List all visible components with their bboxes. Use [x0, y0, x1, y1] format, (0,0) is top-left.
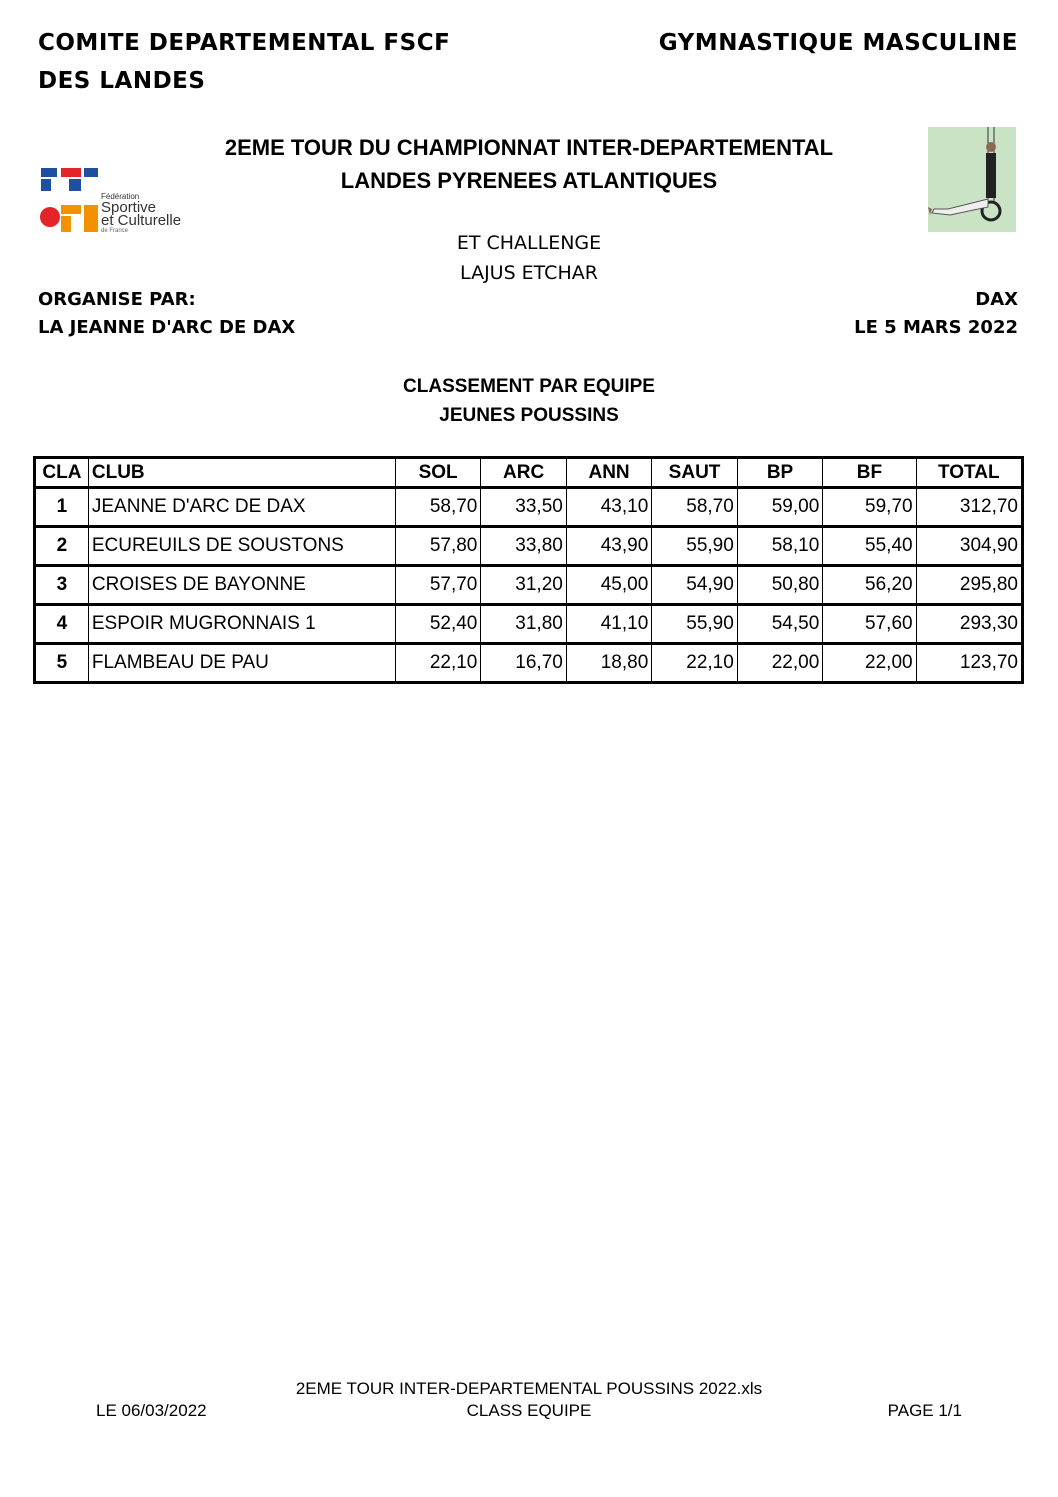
discipline-title: GYMNASTIQUE MASCULINE: [658, 30, 1018, 56]
logo-text-federation: Fédération: [101, 192, 140, 201]
column-header-bp: BP: [737, 458, 822, 488]
rank-cell: 2: [35, 527, 89, 566]
table-row: [35, 488, 1023, 527]
column-header-rank: CLA: [35, 458, 89, 488]
column-header-saut: SAUT: [652, 458, 738, 488]
score-bp-cell: 22,00: [737, 644, 822, 683]
score-bf-cell: 55,40: [823, 527, 916, 566]
score-saut-cell: 22,10: [652, 644, 738, 683]
score-sol-cell: 58,70: [395, 488, 480, 527]
total-cell: 295,80: [916, 566, 1022, 605]
score-bf-cell: 59,70: [823, 488, 916, 527]
score-bf-cell: 56,20: [823, 566, 916, 605]
total-cell: 123,70: [959, 652, 1018, 673]
column-header-bf: BF: [823, 458, 916, 488]
score-bp-cell: 50,80: [737, 566, 822, 605]
club-cell: FLAMBEAU DE PAU: [88, 644, 395, 683]
rank-cell: 1: [35, 488, 89, 527]
column-header-sol: SOL: [395, 458, 480, 488]
competition-title: 2EME TOUR DU CHAMPIONNAT INTER-DEPARTEMENTAL: [224, 135, 834, 160]
footer-page-number: PAGE 1/1: [887, 1401, 962, 1420]
score-arc-cell: 33,80: [481, 527, 566, 566]
footer-print-date: LE 06/03/2022: [96, 1401, 207, 1420]
score-ann-cell: 45,00: [566, 566, 651, 605]
table-row: [35, 527, 1023, 566]
score-bf-cell: 57,60: [823, 605, 916, 644]
score-bp-cell: 58,10: [737, 527, 822, 566]
score-saut-cell: 55,90: [652, 605, 738, 644]
challenge-name: LAJUS ETCHAR: [460, 262, 598, 284]
organizer-name: LA JEANNE D'ARC DE DAX: [38, 317, 296, 338]
team-ranking-table: [33, 456, 1024, 684]
score-bp-cell: 54,50: [737, 605, 822, 644]
table-row: [35, 605, 1023, 644]
score-arc-cell: 31,20: [481, 566, 566, 605]
score-bp-cell: 59,00: [737, 488, 822, 527]
club-cell: JEANNE D'ARC DE DAX: [88, 488, 395, 527]
score-arc-cell: 31,80: [481, 605, 566, 644]
table-header-row: [35, 458, 1023, 488]
column-header-club: CLUB: [88, 458, 395, 488]
total-cell: 304,90: [916, 527, 1022, 566]
footer-filename: 2EME TOUR INTER-DEPARTEMENTAL POUSSINS 2022.xls: [295, 1379, 763, 1398]
rank-cell: 3: [35, 566, 89, 605]
total-cell: 293,30: [916, 605, 1022, 644]
ranking-title: CLASSEMENT PAR EQUIPE: [403, 376, 655, 397]
score-sol-cell: 57,80: [395, 527, 480, 566]
score-saut-cell: 54,90: [652, 566, 738, 605]
club-cell: ECUREUILS DE SOUSTONS: [88, 527, 395, 566]
score-sol-cell: 22,10: [395, 644, 480, 683]
table-row: [35, 566, 1023, 605]
column-header-arc: ARC: [481, 458, 566, 488]
rank-cell: 4: [35, 605, 89, 644]
logo-text-culturelle: et Culturelle: [101, 212, 182, 229]
organizer-label: ORGANISE PAR:: [38, 289, 196, 310]
score-sol-cell: 52,40: [395, 605, 480, 644]
score-ann-cell: 41,10: [566, 605, 651, 644]
rank-cell: 5: [35, 644, 89, 683]
column-header-ann: ANN: [566, 458, 651, 488]
table-row: [35, 644, 1023, 683]
score-ann-cell: 18,80: [566, 644, 651, 683]
score-sol-cell: 57,70: [395, 566, 480, 605]
committee-region: DES LANDES: [38, 68, 206, 94]
score-saut-cell: 55,90: [652, 527, 738, 566]
score-arc-cell: 33,50: [481, 488, 566, 527]
committee-name: COMITE DEPARTEMENTAL FSCF: [38, 30, 451, 56]
club-cell: CROISES DE BAYONNE: [88, 566, 395, 605]
challenge-label: ET CHALLENGE: [456, 232, 602, 254]
event-city: DAX: [975, 289, 1018, 310]
score-ann-cell: 43,90: [566, 527, 651, 566]
logo-text-france: de France: [101, 228, 129, 234]
score-bf-cell: 22,00: [823, 644, 916, 683]
competition-region: LANDES PYRENEES ATLANTIQUES: [340, 168, 718, 193]
footer-sheet: CLASS EQUIPE: [466, 1401, 592, 1420]
score-saut-cell: 58,70: [652, 488, 738, 527]
logo-text-sportive: Sportive: [101, 199, 157, 216]
column-header-total: TOTAL: [916, 458, 1022, 488]
ranking-category: JEUNES POUSSINS: [439, 405, 619, 426]
club-cell: ESPOIR MUGRONNAIS 1: [88, 605, 395, 644]
score-ann-cell: 43,10: [566, 488, 651, 527]
event-date: LE 5 MARS 2022: [854, 317, 1018, 338]
score-arc-cell: 16,70: [481, 644, 566, 683]
total-cell: 312,70: [916, 488, 1022, 527]
